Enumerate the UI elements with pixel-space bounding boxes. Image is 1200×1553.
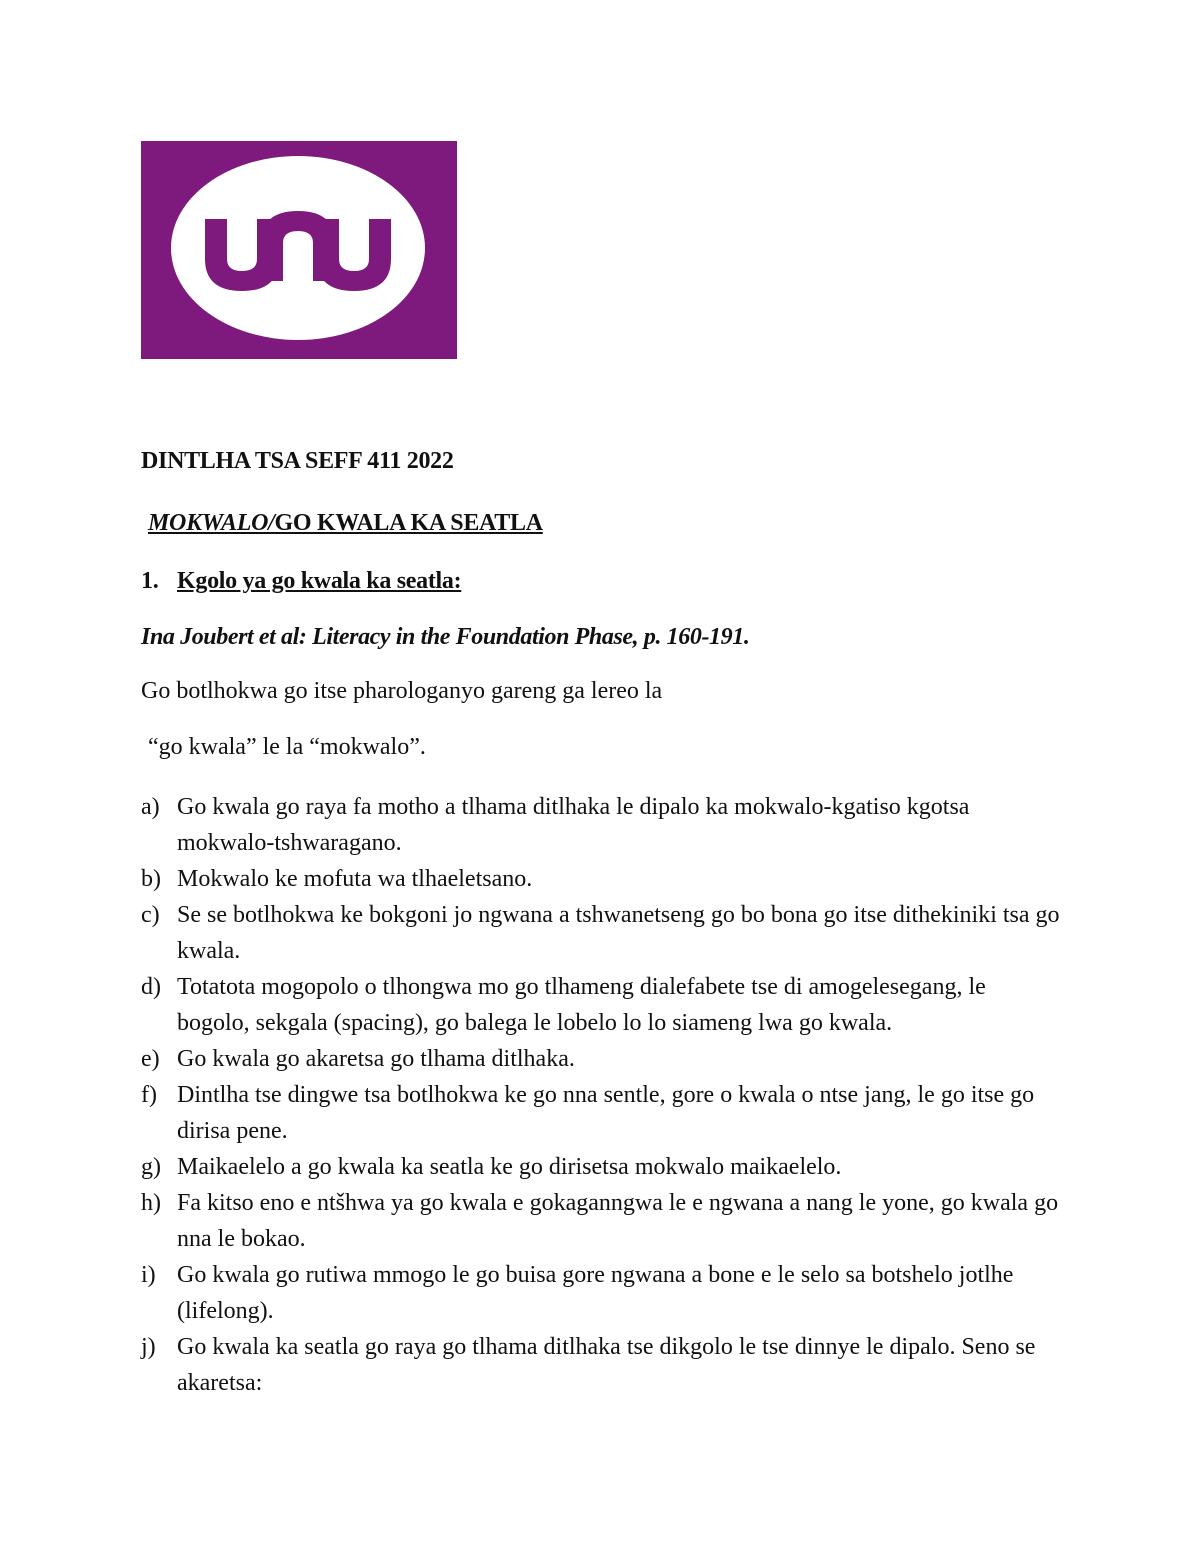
list-item-text: Se se botlhokwa ke bokgoni jo ngwana a tshwanetseng go bo bona go itse dithekiniki tsa go kwala.: [177, 902, 1060, 964]
list-marker: a): [141, 794, 160, 820]
list-item: [141, 1257, 1061, 1329]
list-item-text: Maikaelelo a go kwala ka seatla ke go dirisetsa mokwalo maikaelelo.: [177, 1154, 842, 1180]
list-marker: c): [141, 902, 160, 928]
list-item: [141, 1329, 1061, 1401]
subtitle-part-regular: GO KWALA KA SEATLA: [274, 510, 543, 536]
document-title: DINTLHA TSA SEFF 411 2022: [141, 448, 454, 474]
list-item: [141, 897, 1061, 969]
list-item-text: Dintlha tse dingwe tsa botlhokwa ke go nna sentle, gore o kwala o ntse jang, le go itse go dirisa pene.: [177, 1082, 1035, 1144]
section-heading: [141, 568, 461, 595]
intro-paragraph-line1: Go botlhokwa go itse pharologanyo gareng ga lereo la: [141, 678, 663, 704]
reference-citation: Ina Joubert et al: Literacy in the Foundation Phase, p. 160-191.: [141, 624, 750, 650]
list-item: [141, 789, 1061, 861]
list-marker: b): [141, 866, 161, 892]
section-title: Kgolo ya go kwala ka seatla:: [177, 568, 462, 594]
list-marker: i): [141, 1262, 156, 1288]
intro-paragraph-line2: “go kwala” le la “mokwalo”.: [148, 734, 426, 760]
list-marker: j): [141, 1334, 156, 1360]
university-logo-icon: [141, 141, 457, 359]
list-marker: h): [141, 1190, 161, 1216]
list-item-text: Totatota mogopolo o tlhongwa mo go tlhameng dialefabete tse di amogelesegang, le bogolo, sekgala (spacing), go balega le lobelo lo lo siameng lwa go kwala.: [177, 974, 986, 1036]
list-item: [141, 1149, 1061, 1185]
list-item-text: Go kwala ka seatla go raya go tlhama ditlhaka tse dikgolo le tse dinnye le dipalo. Seno se akaretsa:: [177, 1334, 1036, 1396]
subtitle-part-italic: MOKWALO/: [148, 510, 275, 536]
point-list: [141, 789, 1061, 1401]
list-item: [141, 969, 1061, 1041]
list-marker: f): [141, 1082, 157, 1108]
university-logo: [141, 141, 457, 359]
list-item-text: Go kwala go rutiwa mmogo le go buisa gore ngwana a bone e le selo sa botshelo jotlhe (lifelong).: [177, 1262, 1014, 1324]
document-subtitle: [148, 510, 543, 537]
list-item-text: Mokwalo ke mofuta wa tlhaeletsano.: [177, 866, 533, 892]
list-item: [141, 1041, 1061, 1077]
list-marker: e): [141, 1046, 160, 1072]
list-marker: d): [141, 974, 161, 1000]
list-item: [141, 1077, 1061, 1149]
list-item-text: Go kwala go raya fa motho a tlhama ditlhaka le dipalo ka mokwalo-kgatiso kgotsa mokwalo-tshwaragano.: [177, 794, 970, 856]
section-number: 1.: [141, 568, 159, 594]
list-item-text: Fa kitso eno e ntšhwa ya go kwala e gokaganngwa le e ngwana a nang le yone, go kwala go nna le bokao.: [177, 1190, 1059, 1252]
list-item: [141, 861, 1061, 897]
list-item-text: Go kwala go akaretsa go tlhama ditlhaka.: [177, 1046, 575, 1072]
list-marker: g): [141, 1154, 161, 1180]
list-item: [141, 1185, 1061, 1257]
